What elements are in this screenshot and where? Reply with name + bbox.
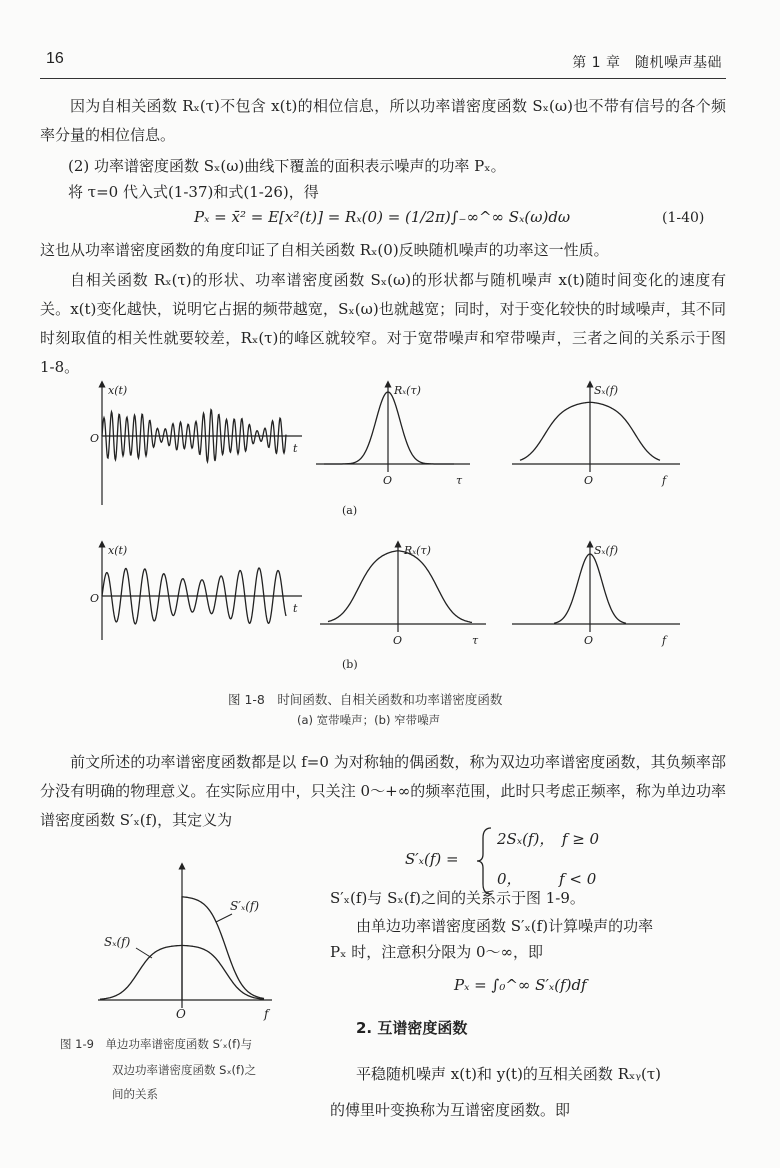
- chapter-title: 第 1 章 随机噪声基础: [572, 55, 722, 71]
- fig-b-sublabel: (b): [342, 658, 358, 671]
- fig-b-tau-label: τ: [472, 634, 479, 647]
- paragraph-cross-spectral-def: 的傅里叶变换称为互谱密度函数。即: [330, 1101, 571, 1119]
- fig-b-psd-plot: [512, 544, 680, 647]
- fig-1-9-sx-label: Sₓ(f): [104, 935, 131, 949]
- fig-b-rx-label: Rₓ(τ): [404, 544, 431, 557]
- section-heading-cross-spectral: 2. 互谱密度函数: [356, 1019, 468, 1037]
- paragraph-confirm: 这也从功率谱密度函数的角度印证了自相关函数 Rₓ(0)反映随机噪声的功率这一性质。: [40, 241, 609, 259]
- fig-a-psd-plot: [512, 384, 680, 487]
- fig-a-rx-label: Rₓ(τ): [394, 384, 421, 397]
- fig-a-sx-origin: O: [584, 474, 594, 487]
- fig-b-autocorr-curve: [328, 551, 472, 623]
- paragraph-integral-limits: Pₓ 时，注意积分限为 0～∞，即: [330, 943, 544, 961]
- fig-1-9-sxp-label: S′ₓ(f): [230, 899, 260, 913]
- fig-b-t-label: t: [293, 602, 298, 615]
- fig-a-sublabel: (a): [342, 504, 358, 517]
- equation-1-40-number: (1-40): [662, 210, 705, 226]
- fig-b-rx-origin: O: [393, 634, 403, 647]
- fig-a-f-label: f: [662, 474, 667, 487]
- paragraph-single-sided: 前文所述的功率谱密度函数都是以 f=0 为对称轴的偶函数，称为双边功率谱密度函数，其负频率部分没有明确的物理意义。在实际应用中，只关注 0～+∞的频率范围，此时只考虑正频率，称为单边功率谱密度函数 S′ₓ(f)，其定义为: [40, 753, 726, 829]
- fig-a-xt-label: x(t): [108, 384, 128, 397]
- fig-b-xt-label: x(t): [108, 544, 128, 557]
- fig-b-sx-label: Sₓ(f): [594, 544, 619, 557]
- definition-lhs: S′ₓ(f) =: [405, 850, 459, 868]
- fig-b-origin-label: O: [90, 592, 100, 605]
- fig-b-autocorr-plot: [320, 544, 486, 647]
- figure-1-9-caption-3: 间的关系: [112, 1087, 158, 1101]
- paragraph-phase-info: 因为自相关函数 Rₓ(τ)不包含 x(t)的相位信息，所以功率谱密度函数 Sₓ(ω)也不带有信号的各个频率分量的相位信息。: [40, 97, 726, 144]
- fig-a-time-plot: [90, 384, 302, 505]
- definition-brace: [475, 826, 495, 896]
- paragraph-substitute: 将 τ=0 代入式(1-37)和式(1-26)，得: [68, 183, 319, 201]
- header-rule: [40, 78, 726, 79]
- fig-b-sx-origin: O: [584, 634, 594, 647]
- fig-a-t-label: t: [293, 442, 298, 455]
- figure-1-8: [80, 380, 700, 680]
- figure-1-8-caption: 图 1-8 时间函数、自相关函数和功率谱密度函数: [228, 692, 503, 707]
- fig-a-autocorr-plot: [316, 384, 470, 487]
- fig-1-9-f-label: f: [264, 1007, 269, 1021]
- fig-a-sx-label: Sₓ(f): [594, 384, 619, 397]
- definition-case-1: 2Sₓ(f)， f ≥ 0: [497, 830, 600, 848]
- page-number: 16: [46, 50, 64, 67]
- equation-1-40: Pₓ = x̄² = E[x²(t)] = Rₓ(0) = (1/2π)∫₋∞^∞ Sₓ(ω)dω: [194, 208, 571, 226]
- fig-a-origin-label: O: [90, 432, 100, 445]
- figure-1-9: [92, 862, 292, 1022]
- paragraph-compute-power: 由单边功率谱密度函数 S′ₓ(f)计算噪声的功率: [356, 917, 654, 935]
- fig-a-tau-label: τ: [456, 474, 463, 487]
- figure-1-9-caption-1: 图 1-9 单边功率谱密度函数 S′ₓ(f)与: [60, 1037, 253, 1051]
- fig-a-autocorr-curve: [324, 392, 454, 464]
- fig-a-rx-origin: O: [383, 474, 393, 487]
- paragraph-cross-correlation: 平稳随机噪声 x(t)和 y(t)的互相关函数 Rₓᵧ(τ): [356, 1065, 662, 1083]
- paragraph-area-power: (2) 功率谱密度函数 Sₓ(ω)曲线下覆盖的面积表示噪声的功率 Pₓ。: [68, 157, 506, 175]
- paragraph-fig-1-9-ref: S′ₓ(f)与 Sₓ(f)之间的关系示于图 1-9。: [330, 889, 585, 907]
- fig-1-9-origin: O: [176, 1007, 186, 1021]
- equation-single-sided-power: Pₓ = ∫₀^∞ S′ₓ(f)df: [454, 976, 587, 994]
- definition-case-2: 0， f < 0: [497, 870, 597, 888]
- fig-b-f-label: f: [662, 634, 667, 647]
- figure-1-9-caption-2: 双边功率谱密度函数 Sₓ(f)之: [112, 1063, 257, 1077]
- fig-b-time-plot: [90, 544, 302, 640]
- figure-1-8-subcaption: (a) 宽带噪声；(b) 窄带噪声: [297, 713, 441, 727]
- paragraph-shape-relation: 自相关函数 Rₓ(τ)的形状、功率谱密度函数 Sₓ(ω)的形状都与随机噪声 x(t)随时间变化的速度有关。x(t)变化越快，说明它占据的频带越宽，Sₓ(ω)也就越宽；同时，对于变化较快的时域噪声，其不同时刻取值的相关性就要较差，Rₓ(τ)的峰区就较窄。对于宽带噪声和窄带噪声，三者之间的关系示于图 1-8。: [40, 271, 726, 376]
